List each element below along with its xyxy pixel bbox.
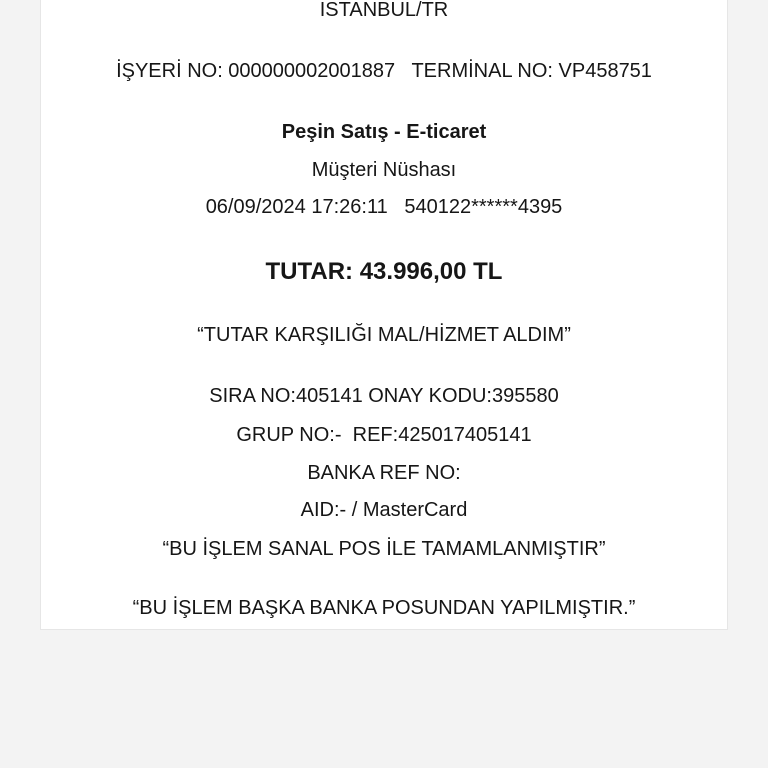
group-ref-line: GRUP NO:- REF:425017405141 (236, 424, 532, 446)
virtual-pos-note: “BU İŞLEM SANAL POS İLE TAMAMLANMIŞTIR” (162, 538, 606, 560)
copy-type: Müşteri Nüshası (311, 159, 457, 181)
other-bank-note: “BU İŞLEM BAŞKA BANKA POSUNDAN YAPILMIŞTIR.” (132, 597, 636, 619)
amount: TUTAR: 43.996,00 TL (265, 258, 503, 285)
datetime-card-line: 06/09/2024 17:26:11 540122******4395 (205, 196, 563, 218)
receipt-paper (40, 0, 728, 630)
bank-ref-line: BANKA REF NO: (307, 462, 461, 484)
confirmation-statement: “TUTAR KARŞILIĞI MAL/HİZMET ALDIM” (197, 324, 571, 346)
aid-card-line: AID:- / MasterCard (300, 499, 468, 521)
transaction-type: Peşin Satış - E-ticaret (281, 121, 487, 143)
merchant-terminal-line: İŞYERİ NO: 000000002001887 TERMİNAL NO: VP458751 (116, 60, 652, 82)
city-line: İSTANBUL/TR (319, 0, 449, 21)
sequence-approval-line: SIRA NO:405141 ONAY KODU:395580 (209, 385, 559, 407)
